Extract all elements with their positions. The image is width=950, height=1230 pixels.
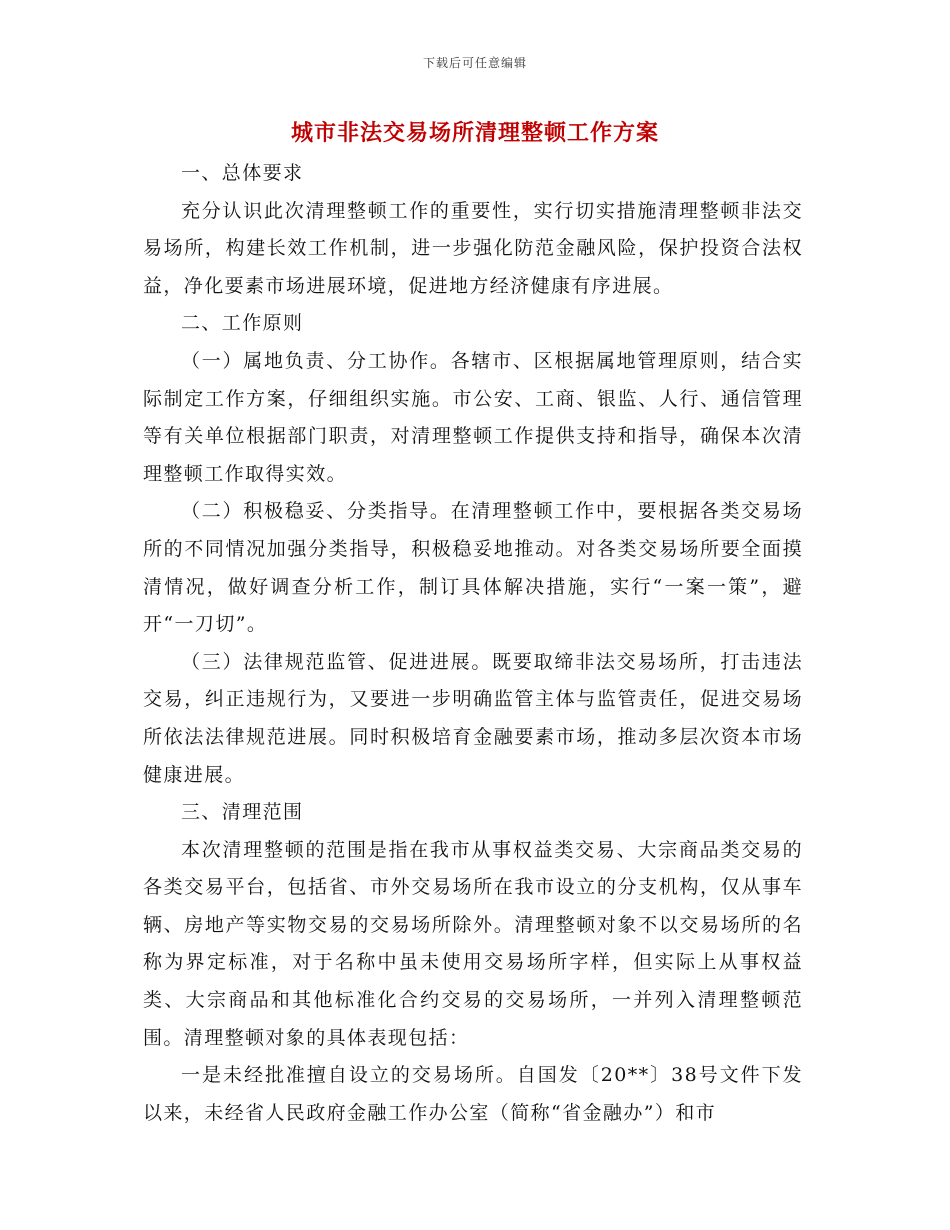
section-heading-work-principles: 二、工作原则 xyxy=(181,312,304,335)
paragraph-principle-3: （三）法律规范监管、促进进展。既要取缔非法交易场所，打击违法交易，纠正违规行为，又要进一步明确监管主体与监管责任，促进交易场所依法法律规范进展。同时积极培育金融要素市场，推动多层次资本市场健康进展。 xyxy=(143,650,803,786)
paragraph-principle-2: （二）积极稳妥、分类指导。在清理整顿工作中，要根据各类交易场所的不同情况加强分类指导，积极稳妥地推动。对各类交易场所要全面摸清情况，做好调查分析工作，制订具体解决措施，实行“一案一策”，避开“一刀切”。 xyxy=(143,500,803,636)
paragraph-principle-1: （一）属地负责、分工协作。各辖市、区根据属地管理原则，结合实际制定工作方案，仔细组织实施。市公安、工商、银监、人行、通信管理等有关单位根据部门职责，对清理整顿工作提供支持和指导，确保本次清理整顿工作取得实效。 xyxy=(143,349,803,485)
page-header-note: 下载后可任意编辑 xyxy=(422,56,527,70)
section-heading-general-requirements: 一、总体要求 xyxy=(181,162,304,184)
paragraph-scope-item-1: 一是未经批准擅自设立的交易场所。自国发〔20**〕38号文件下发以来，未经省人民政府金融工作办公室（简称“省金融办”）和市 xyxy=(143,1064,803,1124)
section-heading-cleanup-scope: 三、清理范围 xyxy=(181,801,304,824)
document-body xyxy=(143,155,803,1132)
document-title: 城市非法交易场所清理整顿工作方案 xyxy=(290,120,659,146)
paragraph-general-requirements: 充分认识此次清理整顿工作的重要性，实行切实措施清理整顿非法交易场所，构建长效工作机制，进一步强化防范金融风险，保护投资合法权益，净化要素市场进展环境，促进地方经济健康有序进展。 xyxy=(143,199,803,297)
paragraph-cleanup-scope: 本次清理整顿的范围是指在我市从事权益类交易、大宗商品类交易的各类交易平台，包括省、市外交易场所在我市设立的分支机构，仅从事车辆、房地产等实物交易的交易场所除外。清理整顿对象不以交易场所的名称为界定标准，对于名称中虽未使用交易场所字样，但实际上从事权益类、大宗商品和其他标准化合约交易的交易场所，一并列入清理整顿范围。清理整顿对象的具体表现包括： xyxy=(143,838,803,1049)
